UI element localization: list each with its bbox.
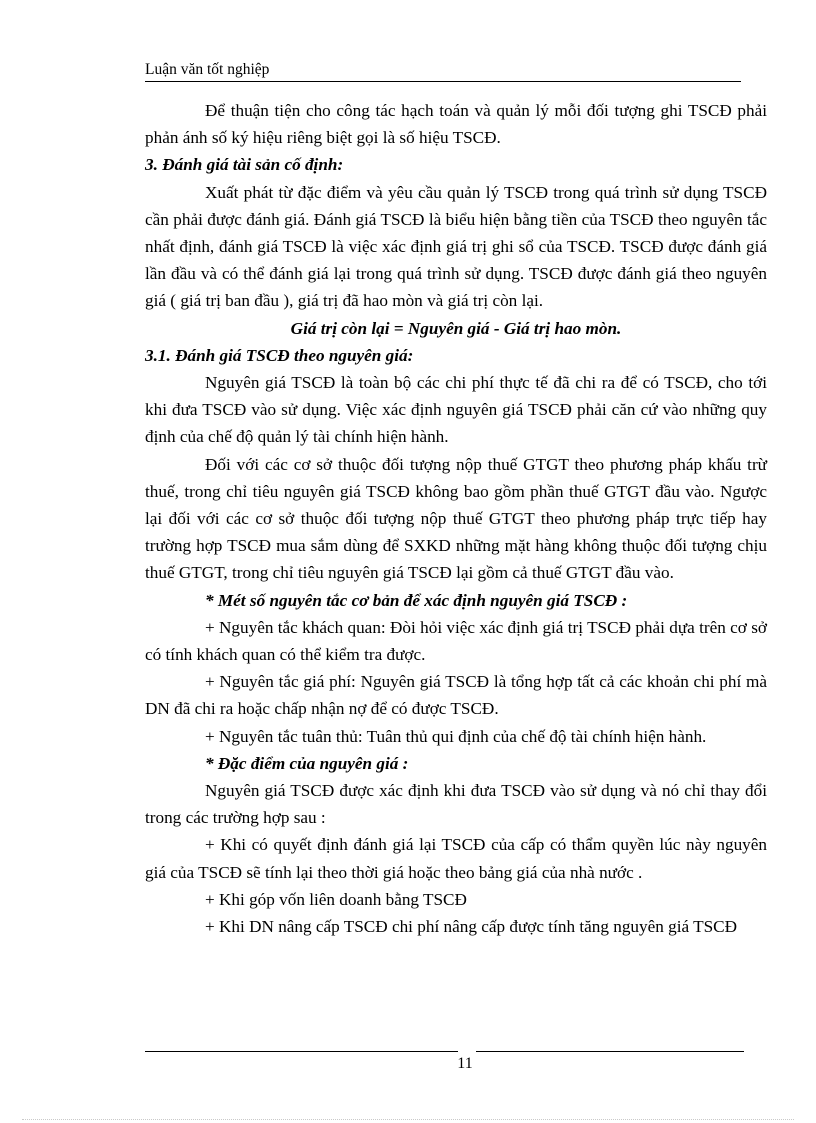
subheading: * Mét số nguyên tắc cơ bản để xác định nguyên giá TSCĐ : xyxy=(205,590,628,610)
paragraph: Xuất phát từ đặc điểm và yêu cầu quản lý TSCĐ trong quá trình sử dụng TSCĐ cần phải được đánh giá. Đánh giá TSCĐ là biểu hiện bằng tiền của TSCĐ theo nguyên tắc nhất định, đánh giá TSCĐ là việc xác định giá trị ghi sổ của TSCĐ. TSCĐ được đánh giá lần đầu và có thể đánh giá lại trong quá trình sử dụng. TSCĐ được đánh giá theo nguyên giá ( giá trị ban đầu ), giá trị đã hao mòn và giá trị còn lại. xyxy=(145,182,767,311)
bullet-paragraph: + Khi DN nâng cấp TSCĐ chi phí nâng cấp được tính tăng nguyên giá TSCĐ xyxy=(205,917,738,937)
bullet-paragraph: + Nguyên tắc giá phí: Nguyên giá TSCĐ là tổng hợp tất cả các khoản chi phí mà DN đã chi ra hoặc chấp nhận nợ để có được TSCĐ. xyxy=(145,672,767,719)
formula-line: Giá trị còn lại = Nguyên giá - Giá trị hao mòn. xyxy=(290,318,622,338)
running-header: Luận văn tốt nghiệp xyxy=(145,60,741,82)
paragraph: Đối với các cơ sở thuộc đối tượng nộp thuế GTGT theo phương pháp khấu trừ thuế, trong chỉ tiêu nguyên giá TSCĐ không bao gồm phần thuế GTGT đầu vào. Ngược lại đối với các cơ sở thuộc đối tượng nộp thuế GTGT theo phương pháp trực tiếp hay trường hợp TSCĐ mua sắm dùng để SXKD những mặt hàng không thuộc đối tượng chịu thuế GTGT, trong chỉ tiêu nguyên giá TSCĐ lại gồm cả thuế GTGT đầu vào. xyxy=(145,454,767,583)
page-number: 11 xyxy=(457,1055,473,1072)
page-edge-divider xyxy=(22,1119,794,1120)
footer-rule-left xyxy=(145,1051,458,1052)
subsection-heading: 3.1. Đánh giá TSCĐ theo nguyên giá: xyxy=(145,345,414,365)
bullet-paragraph: + Khi có quyết định đánh giá lại TSCĐ của cấp có thẩm quyền lúc này nguyên giá của TSCĐ sẽ tính lại theo thời giá hoặc theo bảng giá của nhà nước . xyxy=(145,835,767,882)
paragraph: Để thuận tiện cho công tác hạch toán và quản lý mỗi đối tượng ghi TSCĐ phải phản ánh số ký hiệu riêng biệt gọi là số hiệu TSCĐ. xyxy=(145,101,767,148)
bullet-paragraph: + Khi góp vốn liên doanh bằng TSCĐ xyxy=(205,889,467,909)
page-number-wrap xyxy=(0,1055,816,1073)
footer-rule-right xyxy=(476,1051,744,1052)
bullet-paragraph: + Nguyên tắc tuân thủ: Tuân thủ qui định của chế độ tài chính hiện hành. xyxy=(205,726,707,746)
section-heading: 3. Đánh giá tài sản cố định: xyxy=(145,155,344,175)
bullet-paragraph: + Nguyên tắc khách quan: Đòi hỏi việc xác định giá trị TSCĐ phải dựa trên cơ sở có tính khách quan có thể kiểm tra được. xyxy=(145,617,767,665)
subheading: * Đặc điểm của nguyên giá : xyxy=(205,753,409,773)
paragraph: Nguyên giá TSCĐ được xác định khi đưa TSCĐ vào sử dụng và nó chỉ thay đổi trong các trường hợp sau : xyxy=(145,781,767,828)
paragraph: Nguyên giá TSCĐ là toàn bộ các chi phí thực tế đã chi ra để có TSCĐ, cho tới khi đưa TSCĐ vào sử dụng. Việc xác định nguyên giá TSCĐ phải căn cứ vào những quy định của chế độ quản lý tài chính hiện hành. xyxy=(145,373,767,447)
page-body xyxy=(145,97,767,940)
